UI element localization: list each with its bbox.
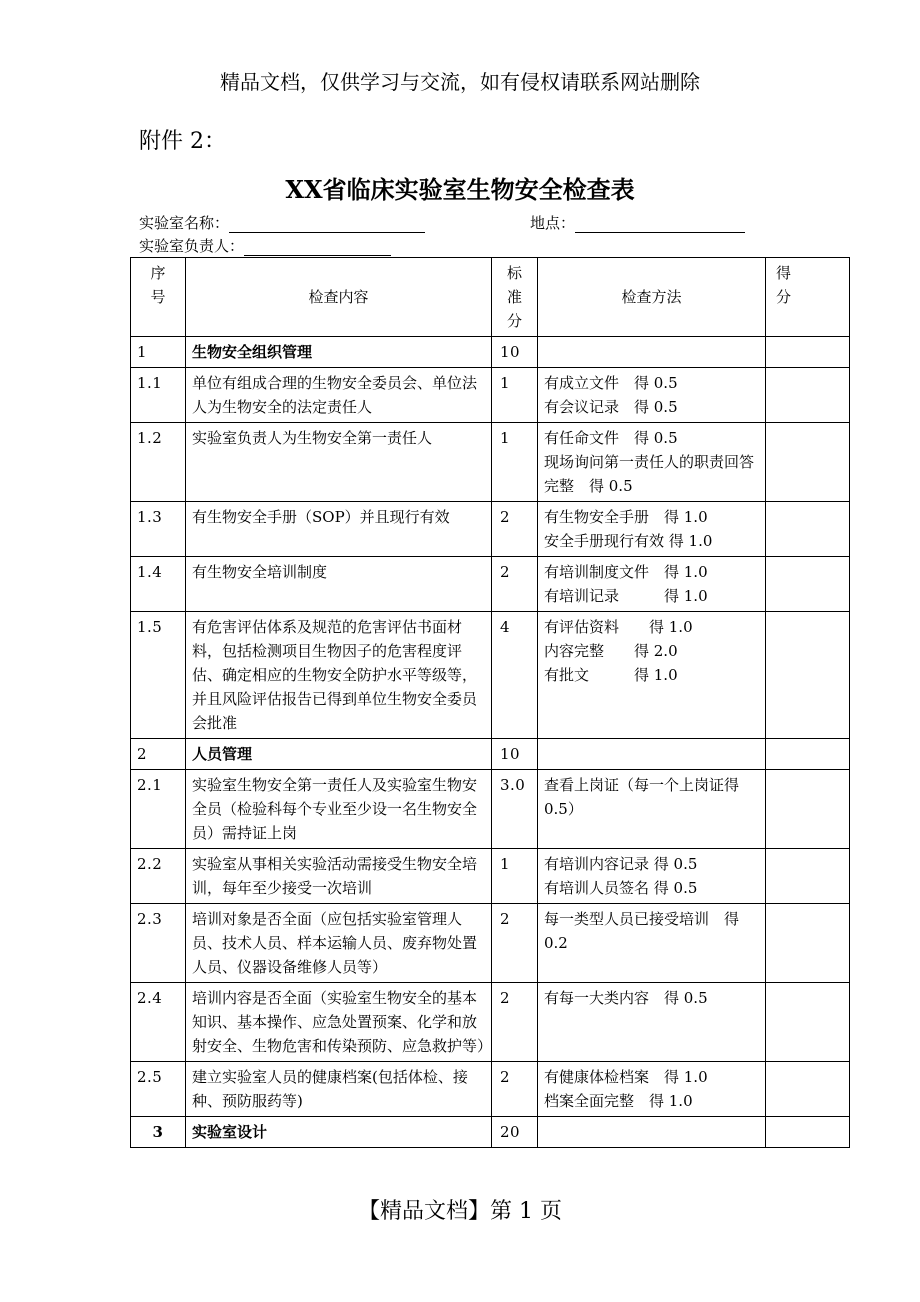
table-row: [131, 983, 850, 1062]
method-line: 有每一大类内容 得 0.5: [544, 989, 708, 1007]
row-score-cell: [766, 739, 850, 770]
row-standard-score: 2: [492, 983, 538, 1062]
row-number: 1: [131, 337, 186, 368]
row-content: 实验室负责人为生物安全第一责任人: [186, 423, 492, 502]
row-number: 1.2: [131, 423, 186, 502]
table-row: [131, 904, 850, 983]
header-method: 检查方法: [538, 258, 766, 337]
page-footer: 【精品文档】第 1 页: [358, 1199, 562, 1224]
row-number: 1.3: [131, 502, 186, 557]
row-method: [538, 502, 766, 557]
row-score-cell: [766, 1117, 850, 1148]
row-standard-score: 20: [492, 1117, 538, 1148]
method-line: 有培训人员签名 得 0.5: [544, 879, 698, 897]
row-standard-score: 1: [492, 368, 538, 423]
method-line: 安全手册现行有效 得 1.0: [544, 532, 713, 550]
document-title: XX省临床实验室生物安全检查表: [285, 175, 635, 204]
header-no: [131, 258, 186, 337]
row-method: [538, 557, 766, 612]
row-method: [538, 1117, 766, 1148]
table-row: [131, 1062, 850, 1117]
table-row: [131, 612, 850, 739]
lab-name-blank: [229, 216, 425, 233]
row-method: [538, 770, 766, 849]
method-line: 有生物安全手册 得 1.0: [544, 508, 708, 526]
row-number: 1.4: [131, 557, 186, 612]
row-number: 2.4: [131, 983, 186, 1062]
row-method: [538, 337, 766, 368]
location-field: [530, 212, 745, 233]
row-standard-score: 1: [492, 423, 538, 502]
table-body: [131, 337, 850, 1148]
header-content: 检查内容: [186, 258, 492, 337]
method-line: 查看上岗证（每一个上岗证得 0.5）: [544, 776, 744, 818]
method-line: 有培训制度文件 得 1.0: [544, 563, 708, 581]
row-standard-score: 3.0: [492, 770, 538, 849]
header-std-line3: 分: [506, 312, 522, 330]
header-no-line2: 号: [150, 288, 166, 306]
row-score-cell: [766, 612, 850, 739]
row-standard-score: 2: [492, 1062, 538, 1117]
lab-head-blank: [244, 239, 391, 256]
location-blank: [575, 216, 745, 233]
row-score-cell: [766, 423, 850, 502]
row-method: [538, 1062, 766, 1117]
row-score-cell: [766, 502, 850, 557]
table-row: [131, 770, 850, 849]
header-std-line2: 准: [506, 288, 522, 306]
row-score-cell: [766, 983, 850, 1062]
row-method: [538, 983, 766, 1062]
method-line: 有任命文件 得 0.5: [544, 429, 678, 447]
row-number: 2.3: [131, 904, 186, 983]
row-standard-score: 2: [492, 502, 538, 557]
row-standard-score: 1: [492, 849, 538, 904]
row-number: 1.5: [131, 612, 186, 739]
row-content: 实验室生物安全第一责任人及实验室生物安全员（检验科每个专业至少设一名生物安全员）需持证上岗: [186, 770, 492, 849]
row-content: 单位有组成合理的生物安全委员会、单位法人为生物安全的法定责任人: [186, 368, 492, 423]
table-header-row: [131, 258, 850, 337]
header-score-line1: 得: [776, 264, 792, 282]
row-method: [538, 739, 766, 770]
row-number: 2.2: [131, 849, 186, 904]
method-line: 有健康体检档案 得 1.0: [544, 1068, 708, 1086]
header-score: [766, 258, 850, 337]
table-row: [131, 502, 850, 557]
row-method: [538, 423, 766, 502]
row-content: 生物安全组织管理: [186, 337, 492, 368]
location-label: 地点：: [530, 214, 576, 232]
method-line: 有评估资料 得 1.0: [544, 618, 693, 636]
lab-name-field: [139, 212, 425, 233]
row-method: [538, 904, 766, 983]
row-number: 3: [131, 1117, 186, 1148]
method-line: 档案全面完整 得 1.0: [544, 1092, 693, 1110]
row-score-cell: [766, 770, 850, 849]
method-line: 每一类型人员已接受培训 得 0.2: [544, 910, 744, 952]
method-line: 有批文 得 1.0: [544, 666, 678, 684]
table-section-row: [131, 739, 850, 770]
row-content: 人员管理: [186, 739, 492, 770]
row-content: 培训内容是否全面（实验室生物安全的基本知识、基本操作、应急处置预案、化学和放射安全、生物危害和传染预防、应急救护等）: [186, 983, 492, 1062]
method-line: 有培训内容记录 得 0.5: [544, 855, 698, 873]
method-line: 有成立文件 得 0.5: [544, 374, 678, 392]
inspection-table: [130, 257, 850, 1148]
row-content: 有生物安全培训制度: [186, 557, 492, 612]
lab-name-label: 实验室名称：: [139, 214, 230, 232]
row-content: 建立实验室人员的健康档案(包括体检、接种、预防服药等): [186, 1062, 492, 1117]
row-score-cell: [766, 904, 850, 983]
header-no-line1: 序: [150, 264, 166, 282]
row-content: 培训对象是否全面（应包括实验室管理人员、技术人员、样本运输人员、废弃物处置人员、仪器设备维修人员等）: [186, 904, 492, 983]
row-standard-score: 2: [492, 557, 538, 612]
row-standard-score: 4: [492, 612, 538, 739]
row-number: 1.1: [131, 368, 186, 423]
row-standard-score: 10: [492, 337, 538, 368]
lab-head-field: [139, 235, 391, 256]
row-score-cell: [766, 368, 850, 423]
table-row: [131, 423, 850, 502]
row-content: 实验室设计: [186, 1117, 492, 1148]
table-row: [131, 849, 850, 904]
method-line: 现场询问第一责任人的职责回答完整 得 0.5: [544, 453, 755, 495]
row-content: 有危害评估体系及规范的危害评估书面材料，包括检测项目生物因子的危害程度评估、确定相应的生物安全防护水平等级等，并且风险评估报告已得到单位生物安全委员会批准: [186, 612, 492, 739]
header-standard-score: [492, 258, 538, 337]
table-row: [131, 557, 850, 612]
table-section-row: [131, 337, 850, 368]
lab-head-label: 实验室负责人：: [139, 237, 245, 255]
header-note: 精品文档，仅供学习与交流，如有侵权请联系网站删除: [220, 70, 700, 94]
row-number: 2.1: [131, 770, 186, 849]
row-standard-score: 2: [492, 904, 538, 983]
header-std-line1: 标: [506, 264, 522, 282]
table-row: [131, 368, 850, 423]
row-number: 2: [131, 739, 186, 770]
row-method: [538, 368, 766, 423]
row-method: [538, 612, 766, 739]
row-score-cell: [766, 849, 850, 904]
method-line: 有会议记录 得 0.5: [544, 398, 678, 416]
row-content: 实验室从事相关实验活动需接受生物安全培训，每年至少接受一次培训: [186, 849, 492, 904]
row-number: 2.5: [131, 1062, 186, 1117]
row-method: [538, 849, 766, 904]
row-standard-score: 10: [492, 739, 538, 770]
method-line: 有培训记录 得 1.0: [544, 587, 708, 605]
row-score-cell: [766, 557, 850, 612]
table-section-row: [131, 1117, 850, 1148]
method-line: 内容完整 得 2.0: [544, 642, 678, 660]
row-score-cell: [766, 1062, 850, 1117]
header-score-line2: 分: [776, 288, 792, 306]
attachment-label: 附件 2：: [139, 129, 226, 154]
row-score-cell: [766, 337, 850, 368]
row-content: 有生物安全手册（SOP）并且现行有效: [186, 502, 492, 557]
